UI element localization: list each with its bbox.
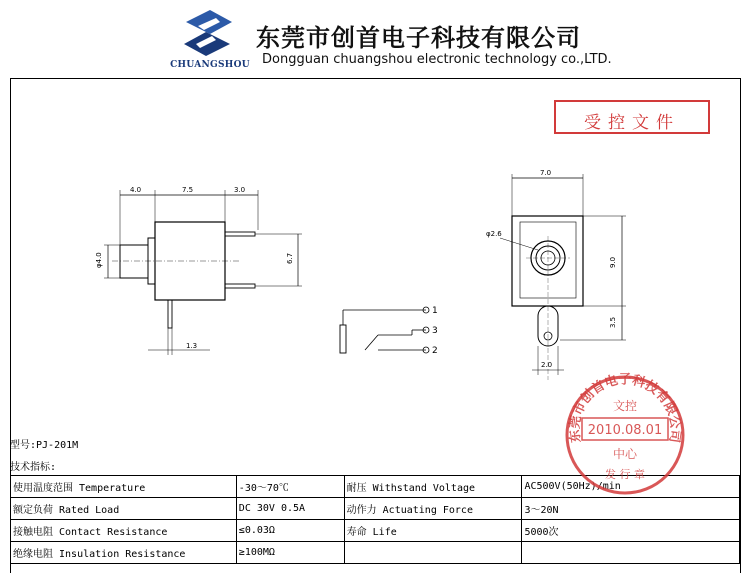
- stamp-line-1: 文控: [612, 399, 638, 413]
- dim-side-2: 7.5: [182, 186, 194, 194]
- dim-front-height: 9.0: [609, 256, 617, 268]
- spec-value: 3～20N: [522, 498, 740, 520]
- spec-label: [344, 542, 522, 564]
- company-name-cn: 东莞市创首电子科技有限公司: [256, 23, 581, 52]
- table-row: [11, 498, 740, 520]
- logo-text: CHUANGSHOU: [170, 60, 250, 70]
- spec-label: 动作力 Actuating Force: [344, 498, 522, 520]
- dim-side-dia: φ4.0: [95, 252, 103, 268]
- spec-value: ≥100MΩ: [236, 542, 344, 564]
- spec-value: AC500V(50Hz)/min: [522, 476, 740, 498]
- spec-label: 额定负荷 Rated Load: [11, 498, 237, 520]
- schematic: [340, 306, 438, 356]
- spec-label: 绝缘电阻 Insulation Resistance: [11, 542, 237, 564]
- pin-label-3: 3: [432, 326, 438, 336]
- stamp-ring-text: 东莞市创首电子科技有限公司: [567, 372, 683, 444]
- dim-side-bottom: 1.3: [186, 342, 198, 350]
- pin-label-2: 2: [432, 346, 438, 356]
- spec-value: 5000次: [522, 520, 740, 542]
- dim-front-width: 7.0: [540, 169, 552, 177]
- stamp-date: 2010.08.01: [587, 423, 663, 438]
- dim-front-tab: 3.5: [609, 316, 617, 328]
- stamp-bottom: 发 行 章: [605, 468, 645, 481]
- model-number: 型号:PJ-201M: [10, 440, 79, 451]
- front-view: [486, 169, 626, 380]
- header-rule: [10, 78, 740, 79]
- pin-label-1: 1: [432, 306, 438, 316]
- dim-front-bottom: 2.0: [541, 361, 553, 369]
- document-control-stamp: [560, 370, 690, 500]
- side-view: [95, 186, 302, 355]
- company-name-en: Dongguan chuangshou electronic technology co.,LTD.: [262, 52, 612, 67]
- specs-title: 技术指标:: [10, 462, 57, 473]
- table-row: [11, 542, 740, 564]
- controlled-document-label: 受控文件: [584, 113, 680, 133]
- dim-side-height: 6.7: [286, 252, 294, 264]
- spec-value: -30～70℃: [236, 476, 344, 498]
- spec-label: 接触电阻 Contact Resistance: [11, 520, 237, 542]
- controlled-document-box: [554, 100, 710, 134]
- spec-value: ≤0.03Ω: [236, 520, 344, 542]
- dim-side-3: 3.0: [234, 186, 246, 194]
- header: [0, 0, 750, 80]
- stamp-line-2: 中心: [612, 447, 638, 461]
- spec-value: DC 30V 0.5A: [236, 498, 344, 520]
- spec-label: 耐压 Withstand Voltage: [344, 476, 522, 498]
- spec-label: 使用温度范围 Temperature: [11, 476, 237, 498]
- spec-value: [522, 542, 740, 564]
- dim-side-1: 4.0: [130, 186, 142, 194]
- technical-drawing: [0, 150, 750, 380]
- dim-front-hole: φ2.6: [486, 230, 502, 238]
- spec-label: 寿命 Life: [344, 520, 522, 542]
- company-logo-icon: [176, 8, 240, 60]
- table-row: [11, 520, 740, 542]
